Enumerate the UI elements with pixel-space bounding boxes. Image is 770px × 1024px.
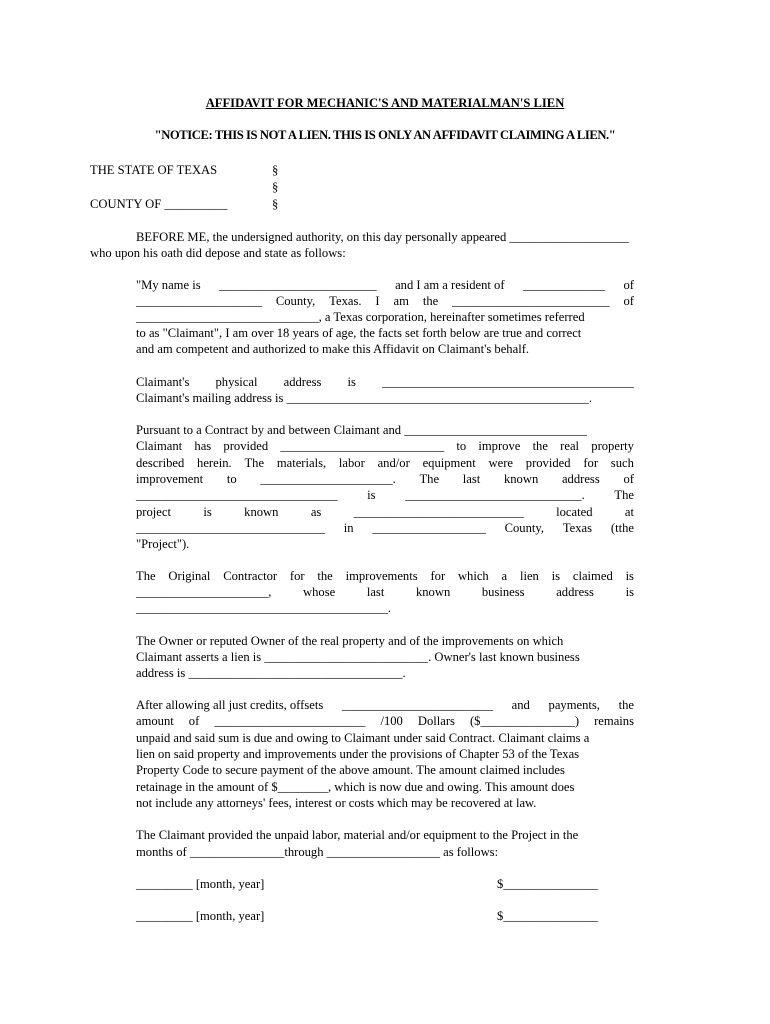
- oath-line: who upon his oath did depose and state as follows:: [90, 246, 346, 260]
- p3-line-8: "Project").: [136, 537, 190, 551]
- p3-line-6: project is known as ___________________________ located at: [136, 505, 634, 519]
- p3-line-1: Pursuant to a Contract by and between Claimant and _____________________________: [136, 423, 587, 437]
- p4-line-3: ________________________________________.: [136, 601, 392, 615]
- month-row-label: _________ [month, year]: [136, 877, 265, 891]
- p6-line-4: lien on said property and improvements under the provisions of Chapter 53 of the Texas: [136, 747, 580, 761]
- month-row-amount: $_______________: [497, 909, 598, 923]
- p7-line-2: months of _______________through __________________ as follows:: [136, 845, 499, 859]
- month-row-amount: $_______________: [497, 877, 598, 891]
- p7-line-1: The Claimant provided the unpaid labor, material and/or equipment to the Project in the: [136, 828, 579, 842]
- p5-line-1: The Owner or reputed Owner of the real property and of the improvements on which: [136, 634, 564, 648]
- section-mark: §: [272, 180, 279, 194]
- p2-line-2: Claimant's mailing address is ________________________________________________.: [136, 391, 592, 405]
- p3-line-5: ________________________________ is ____________________________. The: [136, 488, 634, 502]
- county-line: COUNTY OF __________: [90, 197, 228, 211]
- before-me-line: BEFORE ME, the undersigned authority, on this day personally appeared ___________________: [136, 230, 630, 244]
- p6-line-3: unpaid and said sum is due and owing to Claimant under said Contract. Claimant claims a: [136, 731, 590, 745]
- p4-line-2: _____________________, whose last known business address is: [136, 585, 634, 599]
- p3-line-2: Claimant has provided __________________________ to improve the real property: [136, 439, 634, 453]
- p6-line-5: Property Code to secure payment of the above amount. The amount claimed includes: [136, 763, 565, 777]
- p2-line-1: Claimant's physical address is ________________________________________: [136, 375, 634, 389]
- notice-line: "NOTICE: THIS IS NOT A LIEN. THIS IS ONLY AN AFFIDAVIT CLAIMING A LIEN.": [154, 128, 616, 142]
- p1-line-3: _____________________________, a Texas corporation, hereinafter sometimes referred: [136, 310, 585, 324]
- section-mark: §: [272, 163, 279, 177]
- p6-line-6: retainage in the amount of $________, which is now due and owing. This amount does: [136, 780, 575, 794]
- month-row-label: _________ [month, year]: [136, 909, 265, 923]
- p1-line-5: and am competent and authorized to make this Affidavit on Claimant's behalf.: [136, 342, 530, 356]
- p5-line-2: Claimant asserts a lien is __________________________. Owner's last known business: [136, 650, 580, 664]
- p6-line-2: amount of ________________________ /100 Dollars ($_______________) remains: [136, 714, 634, 728]
- p3-line-3: described herein. The materials, labor and/or equipment were provided for such: [136, 456, 634, 470]
- p6-line-7: not include any attorneys' fees, interest or costs which may be recovered at law.: [136, 796, 537, 810]
- p5-line-3: address is __________________________________.: [136, 666, 406, 680]
- p3-line-4: improvement to _____________________. The last known address of: [136, 472, 634, 486]
- p1-line-2: ____________________ County, Texas. I am the _________________________ of: [136, 294, 634, 308]
- p1-line-1: "My name is _________________________ and I am a resident of _____________ of: [136, 278, 634, 292]
- section-mark: §: [272, 197, 279, 211]
- p3-line-7: ______________________________ in __________________ County, Texas (tthe: [136, 521, 634, 535]
- p4-line-1: The Original Contractor for the improvements for which a lien is claimed is: [136, 569, 634, 583]
- p1-line-4: to as "Claimant", I am over 18 years of age, the facts set forth below are true and correct: [136, 326, 582, 340]
- state-line: THE STATE OF TEXAS: [90, 163, 218, 177]
- p6-line-1: After allowing all just credits, offsets ________________________ and payments, the: [136, 698, 634, 712]
- document-title: AFFIDAVIT FOR MECHANIC'S AND MATERIALMAN'S LIEN: [205, 96, 565, 110]
